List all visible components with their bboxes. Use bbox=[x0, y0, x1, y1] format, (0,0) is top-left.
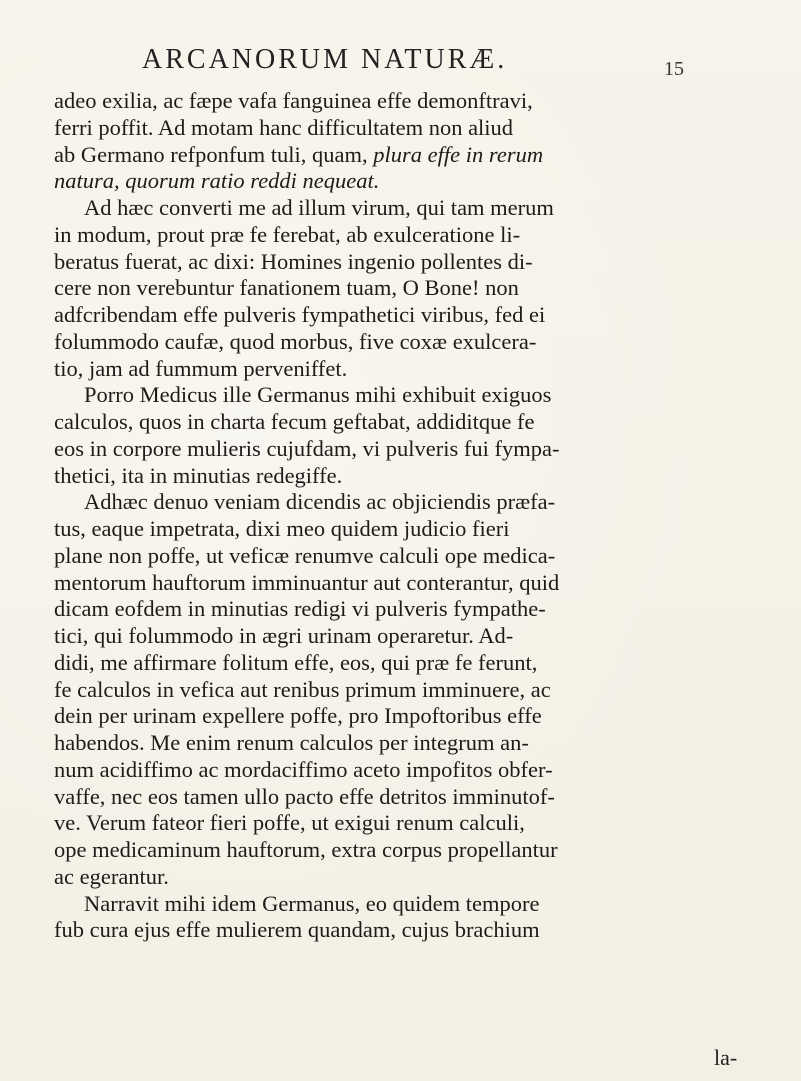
text-line: folummodo caufæ, quod morbus, five coxæ exulcera- bbox=[54, 328, 537, 354]
text-line: eos in corpore mulieris cujufdam, vi pulveris fui fympa- bbox=[54, 435, 560, 461]
text-line: num acidiffimo ac mordaciffimo aceto impofitos obfer- bbox=[54, 756, 553, 782]
text-line: thetici, ita in minutias redegiffe. bbox=[54, 462, 343, 488]
text-line: plane non poffe, ut veficæ renumve calculi ope medica- bbox=[54, 542, 556, 568]
page-header bbox=[0, 44, 801, 84]
text-line: habendos. Me enim renum calculos per integrum an- bbox=[54, 730, 529, 755]
text-line: adeo exilia, ac fæpe vafa fanguinea effe demonftravi, bbox=[54, 88, 533, 113]
text-line: ve. Verum fateor fieri poffe, ut exigui renum calculi, bbox=[54, 810, 525, 836]
text-run: ab Germano refponfum tuli, quam, bbox=[54, 141, 368, 167]
italic-quote: plura effe in rerum bbox=[373, 141, 544, 167]
text-line: fe calculos in vefica aut renibus primum imminuere, ac bbox=[54, 676, 551, 702]
text-line: ac egerantur. bbox=[54, 863, 169, 889]
text-line: Porro Medicus ille Germanus mihi exhibuit exiguos bbox=[84, 382, 552, 408]
text-line: dicam eofdem in minutias redigi vi pulveris fympathe- bbox=[54, 596, 546, 622]
text-line: fub cura ejus effe mulierem quandam, cujus brachium bbox=[54, 917, 540, 943]
text-line: calculos, quos in charta fecum geftabat, addiditque fe bbox=[54, 409, 535, 434]
text-line: cere non verebuntur fanationem tuam, O Bone! non bbox=[54, 275, 519, 301]
catchword: la- bbox=[714, 1045, 738, 1070]
text-line: ferri poffit. Ad motam hanc difficultatem non aliud bbox=[54, 114, 514, 140]
text-line: didi, me affirmare folitum effe, eos, qui præ fe ferunt, bbox=[54, 649, 538, 675]
body-text bbox=[54, 88, 769, 944]
text-line: beratus fuerat, ac dixi: Homines ingenio pollentes di- bbox=[54, 248, 533, 274]
running-title: ARCANORUM NATURÆ. bbox=[142, 44, 508, 75]
text-line: dein per urinam expellere poffe, pro Impoftoribus effe bbox=[54, 703, 542, 729]
italic-quote-line: natura, quorum ratio reddi nequeat. bbox=[54, 168, 380, 194]
text-line: mentorum hauftorum imminuantur aut conterantur, quid bbox=[54, 569, 560, 595]
text-line: in modum, prout præ fe ferebat, ab exulceratione li- bbox=[54, 221, 521, 247]
text-line: adfcribendam effe pulveris fympathetici viribus, fed ei bbox=[54, 302, 546, 327]
text-line: tio, jam ad fummum perveniffet. bbox=[54, 355, 348, 381]
page-number: 15 bbox=[664, 58, 684, 80]
text-line bbox=[54, 142, 769, 169]
text-line: ope medicaminum hauftorum, extra corpus propellantur bbox=[54, 837, 558, 862]
text-line: tus, eaque impetrata, dixi meo quidem judicio fieri bbox=[54, 516, 510, 541]
text-line: Adhæc denuo veniam dicendis ac objiciendis præfa- bbox=[84, 489, 556, 515]
text-line: tici, qui folummodo in ægri urinam operaretur. Ad- bbox=[54, 623, 514, 648]
text-line: Ad hæc converti me ad illum virum, qui tam merum bbox=[84, 195, 554, 220]
text-line: vaffe, nec eos tamen ullo pacto effe detritos imminutof- bbox=[54, 783, 555, 809]
text-line: Narravit mihi idem Germanus, eo quidem tempore bbox=[84, 890, 540, 916]
